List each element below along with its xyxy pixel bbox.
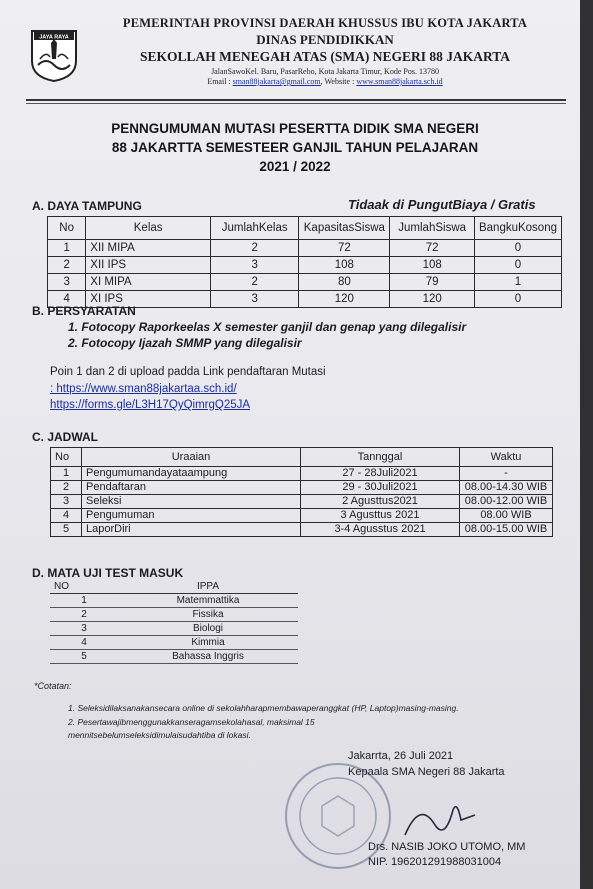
cell: 2	[48, 257, 86, 274]
table-header-row	[48, 217, 562, 240]
table-row	[51, 509, 553, 523]
table-row	[51, 523, 553, 537]
table-row	[50, 622, 298, 636]
letterhead-department: DINAS PENDIDIKKAN	[256, 32, 394, 47]
table-row	[51, 481, 553, 495]
requirement-item-1: 1. Fotocopy Raporkeelas X semester ganjil dan genap yang dilegalisir	[68, 320, 467, 334]
logo-text: JAYA RAYA	[39, 34, 69, 41]
cell: 80	[299, 274, 390, 291]
section-heading-jadwal: C. JADWAL	[32, 430, 98, 444]
cell: Biologi	[118, 622, 298, 636]
letterhead-government: PEMERINTAH PROVINSI DAERAH KHUSSUS IBU KOTA JAKARTA	[122, 16, 528, 30]
cell: Bahassa Inggris	[118, 650, 298, 664]
cell: Seleksi	[82, 495, 301, 509]
header-cell: KapasitasSiswa	[299, 217, 390, 240]
table-row	[51, 495, 553, 509]
letterhead-contact	[100, 77, 550, 86]
cell: 08.00-15.00 WIB	[460, 523, 553, 537]
school-website-link[interactable]: : https://www.sman88jakartaa.sch.id/	[50, 383, 237, 395]
capacity-table	[47, 216, 562, 308]
schedule-table	[50, 447, 553, 537]
cell: 08.00-14.30 WIB	[460, 481, 553, 495]
header-cell: JumlahKelas	[211, 217, 299, 240]
letterhead-rule	[26, 99, 566, 101]
header-cell: JumlahSiswa	[390, 217, 475, 240]
section-heading-daya-tampung: A. DAYA TAMPUNG	[32, 199, 142, 213]
section-heading-mata-uji: D. MATA UJI TEST MASUK	[32, 566, 184, 580]
header-cell: No	[48, 217, 86, 240]
cell: Fissika	[118, 608, 298, 622]
cell: 3	[211, 257, 299, 274]
email-label: Email :	[207, 77, 231, 86]
registration-form-link[interactable]: https://forms.gle/L3H17QyQimrgQ25JA	[50, 399, 251, 411]
cell: 08.00 WIB	[460, 509, 553, 523]
table-header-row	[51, 448, 553, 467]
cell: 72	[299, 240, 390, 257]
cell: 0	[474, 257, 561, 274]
letterhead-school: SEKOLLAH MENEGAH ATAS (SMA) NEGERI 88 JAKARTA	[139, 49, 511, 64]
header-cell: Tannggal	[301, 448, 460, 467]
cell: 120	[299, 291, 390, 308]
table-row	[50, 650, 298, 664]
announcement-title	[40, 119, 550, 176]
cell: 2	[50, 608, 118, 622]
cell: 08.00-12.00 WIB	[460, 495, 553, 509]
cell: 3	[211, 291, 299, 308]
signatory-name: Drs. NASIB JOKO UTOMO, MM	[368, 841, 526, 853]
table-row	[48, 240, 562, 257]
signature-position: Kepaala SMA Negeri 88 Jakarta	[348, 766, 505, 778]
header-cell: IPPA	[118, 580, 298, 594]
title-line-3: 2021 / 2022	[259, 159, 331, 174]
cell: 3	[50, 622, 118, 636]
cell: 1	[48, 240, 86, 257]
cell: Pengumumandayataampung	[82, 467, 301, 481]
cell: 29 - 30Juli2021	[301, 481, 460, 495]
notes-label: *Cotatan:	[34, 681, 72, 691]
signatory-nip: NIP. 196201291988031004	[368, 856, 502, 868]
cell: 4	[50, 636, 118, 650]
header-cell: Kelas	[86, 217, 211, 240]
cell: 3 Agusttus 2021	[301, 509, 460, 523]
cell: Matemmattika	[118, 594, 298, 608]
table-row	[48, 274, 562, 291]
cell: 4	[51, 509, 82, 523]
table-row	[51, 467, 553, 481]
letterhead-address: JalanSawoKel. Baru, PasarRebo, Kota Jakarta Timur, Kode Pos. 13780	[211, 67, 439, 76]
cell: 79	[390, 274, 475, 291]
test-subjects-table	[50, 580, 298, 664]
note-line-3: mennitsebelumseleksidimulaisudahtiba di lokasi.	[68, 730, 251, 740]
cell: 2	[51, 481, 82, 495]
cell: 3	[51, 495, 82, 509]
website-link[interactable]: www.sman88jakarta.sch.id	[356, 77, 443, 86]
cell: XI MIPA	[86, 274, 211, 291]
dki-jakarta-logo-icon	[28, 27, 80, 83]
cell: 0	[474, 240, 561, 257]
cell: 5	[51, 523, 82, 537]
upload-instruction: Poin 1 dan 2 di upload padda Link pendaftaran Mutasi	[50, 366, 326, 378]
cell: 108	[299, 257, 390, 274]
email-link[interactable]: sman88jakarta@gmail.com	[232, 77, 321, 86]
cell: 1	[51, 467, 82, 481]
cell: 3	[48, 274, 86, 291]
cell: 3-4 Agusstus 2021	[301, 523, 460, 537]
header-cell: Waktu	[460, 448, 553, 467]
cell: 4	[48, 291, 86, 308]
cell: 120	[390, 291, 475, 308]
header-cell: BangkuKosong	[474, 217, 561, 240]
cell: 2	[211, 240, 299, 257]
cell: -	[460, 467, 553, 481]
cell: 2	[211, 274, 299, 291]
cell: 1	[50, 594, 118, 608]
cell: 108	[390, 257, 475, 274]
requirement-item-2: 2. Fotocopy Ijazah SMMP yang dilegalisir	[68, 336, 302, 350]
free-of-charge-note: Tidaak di PungutBiaya / Gratis	[348, 197, 536, 212]
title-line-1: PENNGUMUMAN MUTASI PESERTTA DIDIK SMA NEGERI	[111, 121, 479, 136]
signature-place-date: Jakarrta, 26 Juli 2021	[348, 750, 454, 762]
section-heading-persyaratan: B. PERSYARATAN	[32, 304, 136, 318]
table-row	[48, 257, 562, 274]
table-row	[50, 594, 298, 608]
header-cell: NO	[50, 580, 118, 594]
background-edge	[580, 0, 593, 889]
cell: 27 - 28Juli2021	[301, 467, 460, 481]
cell: 72	[390, 240, 475, 257]
header-cell: No	[51, 448, 82, 467]
cell: Pengumuman	[82, 509, 301, 523]
cell: 2 Agusttus2021	[301, 495, 460, 509]
cell: LaporDiri	[82, 523, 301, 537]
note-line-2: 2. Pesertawajibmenggunakkanseragamsekolahasal, maksimal 15	[68, 717, 315, 727]
cell: 0	[474, 291, 561, 308]
cell: 5	[50, 650, 118, 664]
note-line-1: 1. Seleksidilaksanakansecara online di sekolahharapmembawaperanggkat (HP, Laptop)masing-masing.	[68, 703, 459, 713]
cell: XI IPS	[86, 291, 211, 308]
website-label: , Website :	[320, 77, 357, 86]
letterhead-rule-thin	[26, 103, 566, 104]
handwritten-signature-icon	[395, 795, 485, 845]
letterhead	[100, 16, 550, 86]
table-row	[50, 608, 298, 622]
cell: Kimmia	[118, 636, 298, 650]
table-header-row	[50, 580, 298, 594]
cell: Pendaftaran	[82, 481, 301, 495]
header-cell: Uraaian	[82, 448, 301, 467]
cell: 1	[474, 274, 561, 291]
cell: XII IPS	[86, 257, 211, 274]
title-line-2: 88 JAKARTTA SEMESTEER GANJIL TAHUN PELAJARAN	[111, 140, 479, 155]
table-row	[50, 636, 298, 650]
cell: XII MIPA	[86, 240, 211, 257]
